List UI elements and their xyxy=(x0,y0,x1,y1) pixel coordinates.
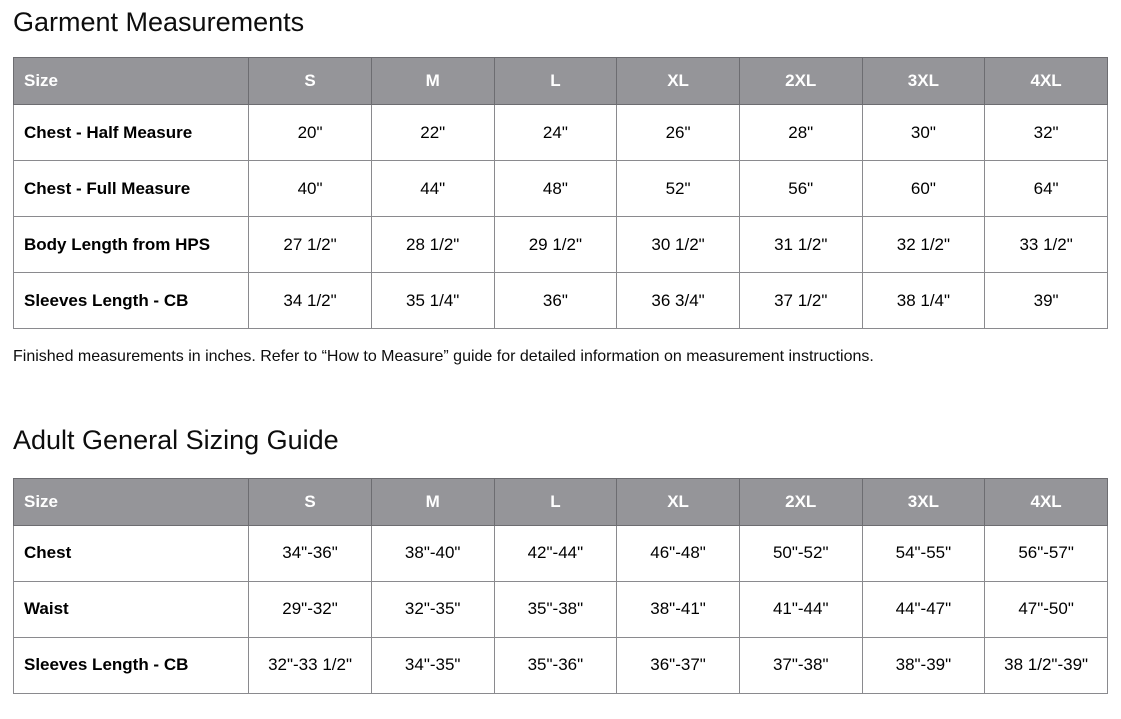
column-header-3xl: 3XL xyxy=(862,58,985,105)
table-cell: 60" xyxy=(862,161,985,217)
table-cell: 31 1/2" xyxy=(739,217,862,273)
table-row xyxy=(14,637,1108,693)
adult-sizing-guide-title: Adult General Sizing Guide xyxy=(13,425,339,456)
table-cell: 47"-50" xyxy=(985,581,1108,637)
table-row xyxy=(14,105,1108,161)
column-header-m: M xyxy=(371,478,494,525)
column-header-3xl: 3XL xyxy=(862,478,985,525)
table-cell: 22" xyxy=(371,105,494,161)
table-cell: 27 1/2" xyxy=(249,217,372,273)
table-cell: 28" xyxy=(739,105,862,161)
table-cell: 64" xyxy=(985,161,1108,217)
column-header-2xl: 2XL xyxy=(739,58,862,105)
column-header-xl: XL xyxy=(617,478,740,525)
column-header-s: S xyxy=(249,478,372,525)
table-cell: 34 1/2" xyxy=(249,273,372,329)
row-label: Chest xyxy=(14,525,249,581)
table-cell: 38 1/4" xyxy=(862,273,985,329)
table-cell: 36" xyxy=(494,273,617,329)
garment-measurements-section xyxy=(13,6,1108,366)
column-header-xl: XL xyxy=(617,58,740,105)
row-label: Waist xyxy=(14,581,249,637)
table-cell: 38"-39" xyxy=(862,637,985,693)
row-label: Sleeves Length - CB xyxy=(14,273,249,329)
table-cell: 35"-38" xyxy=(494,581,617,637)
table-cell: 44"-47" xyxy=(862,581,985,637)
table-cell: 44" xyxy=(371,161,494,217)
table-cell: 41"-44" xyxy=(739,581,862,637)
table-cell: 26" xyxy=(617,105,740,161)
table-cell: 33 1/2" xyxy=(985,217,1108,273)
table-cell: 52" xyxy=(617,161,740,217)
table-row xyxy=(14,581,1108,637)
table-cell: 38 1/2"-39" xyxy=(985,637,1108,693)
garment-measurements-title: Garment Measurements xyxy=(13,7,305,37)
row-label: Chest - Full Measure xyxy=(14,161,249,217)
column-header-2xl: 2XL xyxy=(739,478,862,525)
table-cell: 32"-35" xyxy=(371,581,494,637)
table-cell: 29"-32" xyxy=(249,581,372,637)
table-cell: 20" xyxy=(249,105,372,161)
column-header-size: Size xyxy=(14,58,249,105)
table-row xyxy=(14,525,1108,581)
adult-sizing-guide-section xyxy=(13,424,1108,693)
table-cell: 39" xyxy=(985,273,1108,329)
table-cell: 37"-38" xyxy=(739,637,862,693)
table-cell: 40" xyxy=(249,161,372,217)
column-header-4xl: 4XL xyxy=(985,58,1108,105)
row-label: Body Length from HPS xyxy=(14,217,249,273)
table-cell: 32" xyxy=(985,105,1108,161)
column-header-m: M xyxy=(371,58,494,105)
table-cell: 46"-48" xyxy=(617,525,740,581)
adult-sizing-guide-table xyxy=(13,478,1108,694)
table-cell: 32"-33 1/2" xyxy=(249,637,372,693)
row-label: Chest - Half Measure xyxy=(14,105,249,161)
column-header-l: L xyxy=(494,58,617,105)
table-cell: 28 1/2" xyxy=(371,217,494,273)
table-cell: 54"-55" xyxy=(862,525,985,581)
table-cell: 37 1/2" xyxy=(739,273,862,329)
table-cell: 56"-57" xyxy=(985,525,1108,581)
header-row xyxy=(14,478,1108,525)
column-header-4xl: 4XL xyxy=(985,478,1108,525)
table-cell: 24" xyxy=(494,105,617,161)
table-cell: 42"-44" xyxy=(494,525,617,581)
table-row xyxy=(14,273,1108,329)
column-header-size: Size xyxy=(14,478,249,525)
table-cell: 50"-52" xyxy=(739,525,862,581)
table-cell: 29 1/2" xyxy=(494,217,617,273)
table-row xyxy=(14,161,1108,217)
table-row xyxy=(14,217,1108,273)
table-cell: 38"-40" xyxy=(371,525,494,581)
column-header-l: L xyxy=(494,478,617,525)
table-cell: 32 1/2" xyxy=(862,217,985,273)
column-header-s: S xyxy=(249,58,372,105)
table-cell: 35"-36" xyxy=(494,637,617,693)
table-cell: 38"-41" xyxy=(617,581,740,637)
header-row xyxy=(14,58,1108,105)
table-cell: 30" xyxy=(862,105,985,161)
table-cell: 34"-35" xyxy=(371,637,494,693)
table-cell: 36 3/4" xyxy=(617,273,740,329)
table-cell: 34"-36" xyxy=(249,525,372,581)
garment-measurements-table xyxy=(13,57,1108,329)
table-cell: 35 1/4" xyxy=(371,273,494,329)
table-cell: 30 1/2" xyxy=(617,217,740,273)
row-label: Sleeves Length - CB xyxy=(14,637,249,693)
table-cell: 56" xyxy=(739,161,862,217)
table-cell: 48" xyxy=(494,161,617,217)
measurements-footnote: Finished measurements in inches. Refer to “How to Measure” guide for detailed information on measurement instructions. xyxy=(13,348,874,366)
table-cell: 36"-37" xyxy=(617,637,740,693)
